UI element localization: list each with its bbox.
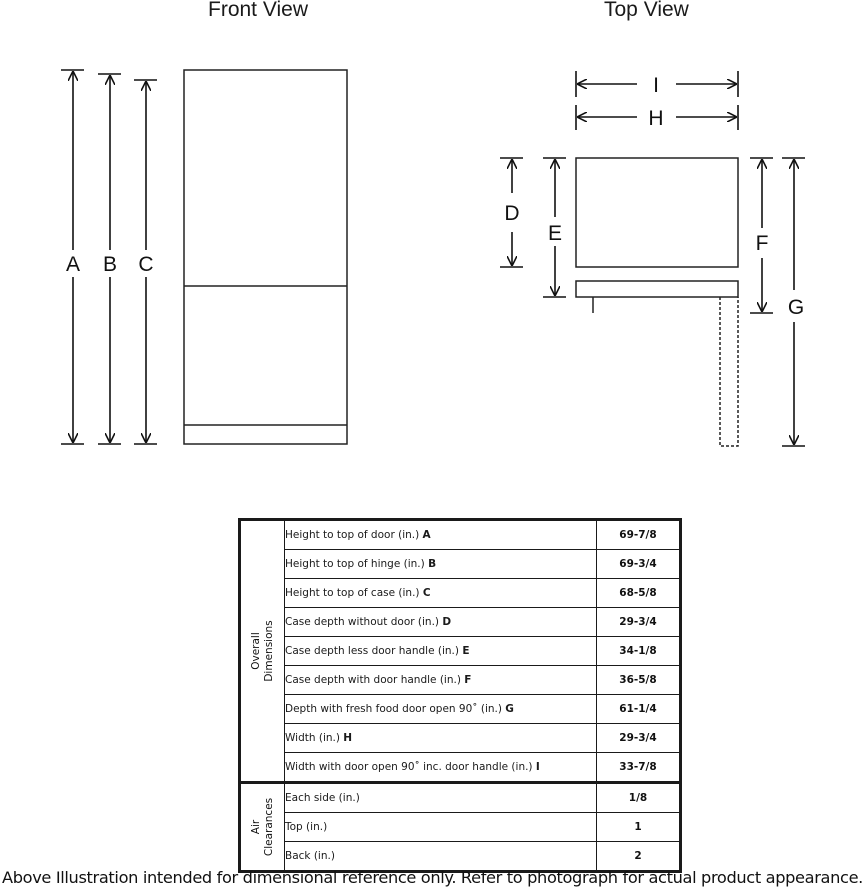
dimension-description — [285, 813, 597, 842]
dimension-description — [285, 666, 597, 695]
description-text: Width with door open 90˚ inc. door handle (in.) — [285, 761, 533, 773]
dimension-letter: C — [422, 587, 431, 599]
table-row — [240, 579, 681, 608]
dimension-description — [285, 783, 597, 813]
dimension-value: 1/8 — [597, 783, 681, 813]
description-text: Case depth less door handle (in.) — [285, 645, 459, 657]
table-row — [240, 520, 681, 550]
description-text: Height to top of door (in.) — [285, 529, 420, 541]
dim-label-c: C — [138, 253, 154, 276]
dimension-letter: A — [422, 529, 431, 541]
dimension-description — [285, 637, 597, 666]
table-row — [240, 842, 681, 872]
fridge-body — [184, 70, 347, 444]
description-text: Case depth without door (in.) — [285, 616, 440, 628]
group-label — [250, 620, 276, 681]
dimension-letter: D — [442, 616, 452, 628]
dim-label-e: E — [547, 222, 563, 245]
dimension-letter: F — [464, 674, 472, 686]
cabinet-top — [576, 158, 738, 267]
dimension-value: 33-7/8 — [597, 753, 681, 783]
top-view-drawing — [576, 158, 738, 446]
dimension-value: 61-1/4 — [597, 695, 681, 724]
description-text: Width (in.) — [285, 732, 340, 744]
description-text: Each side (in.) — [285, 792, 360, 804]
dimension-description — [285, 579, 597, 608]
table-row — [240, 753, 681, 783]
dim-label-h: H — [648, 107, 664, 130]
description-text: Back (in.) — [285, 850, 335, 862]
table-row — [240, 608, 681, 637]
dimensions-table — [238, 518, 682, 873]
dimension-value: 1 — [597, 813, 681, 842]
dimension-value: 29-3/4 — [597, 608, 681, 637]
dimension-letter: H — [343, 732, 353, 744]
dimension-value: 29-3/4 — [597, 724, 681, 753]
dimension-description — [285, 695, 597, 724]
table-row — [240, 783, 681, 813]
front-view-title: Front View — [208, 0, 308, 21]
description-text: Top (in.) — [285, 821, 328, 833]
dimension-letter: I — [535, 761, 540, 773]
open-door-outline — [720, 297, 738, 446]
description-text: Height to top of case (in.) — [285, 587, 420, 599]
dimension-value: 34-1/8 — [597, 637, 681, 666]
dimension-value: 2 — [597, 842, 681, 872]
group-label-line: Overall — [249, 632, 262, 670]
dimension-letter: B — [428, 558, 437, 570]
dimension-description — [285, 753, 597, 783]
group-label-line: Clearances — [262, 797, 275, 857]
dimension-value: 36-5/8 — [597, 666, 681, 695]
group-label-cell — [240, 520, 285, 783]
dim-label-g: G — [787, 296, 805, 319]
dimension-description — [285, 842, 597, 872]
table-row — [240, 695, 681, 724]
footnote: Above Illustration intended for dimensional reference only. Refer to photograph for actual product appearance. — [2, 868, 863, 887]
dimension-value: 69-7/8 — [597, 520, 681, 550]
dimension-value: 69-3/4 — [597, 550, 681, 579]
top-view-title: Top View — [604, 0, 689, 21]
dimension-letter: E — [462, 645, 470, 657]
group-label-line: Dimensions — [262, 620, 275, 682]
table-row — [240, 637, 681, 666]
group-label-cell — [240, 783, 285, 872]
group-label — [250, 798, 276, 856]
description-text: Depth with fresh food door open 90˚ (in.) — [285, 703, 502, 715]
table-row — [240, 550, 681, 579]
dim-label-i: I — [653, 74, 659, 97]
group-label-line: Air — [249, 819, 262, 835]
description-text: Height to top of hinge (in.) — [285, 558, 425, 570]
dim-label-d: D — [504, 202, 520, 225]
front-view-drawing — [184, 70, 347, 444]
dimension-description — [285, 608, 597, 637]
dimension-value: 68-5/8 — [597, 579, 681, 608]
table-row — [240, 813, 681, 842]
dimension-letter: G — [505, 703, 514, 715]
dimension-description — [285, 550, 597, 579]
door-top — [576, 281, 738, 297]
dimensions-table-body — [240, 520, 681, 872]
dim-label-f: F — [755, 232, 769, 255]
description-text: Case depth with door handle (in.) — [285, 674, 461, 686]
dim-label-a: A — [65, 253, 81, 276]
dimension-description — [285, 520, 597, 550]
table-row — [240, 724, 681, 753]
table-row — [240, 666, 681, 695]
dim-label-b: B — [102, 253, 118, 276]
dimension-description — [285, 724, 597, 753]
